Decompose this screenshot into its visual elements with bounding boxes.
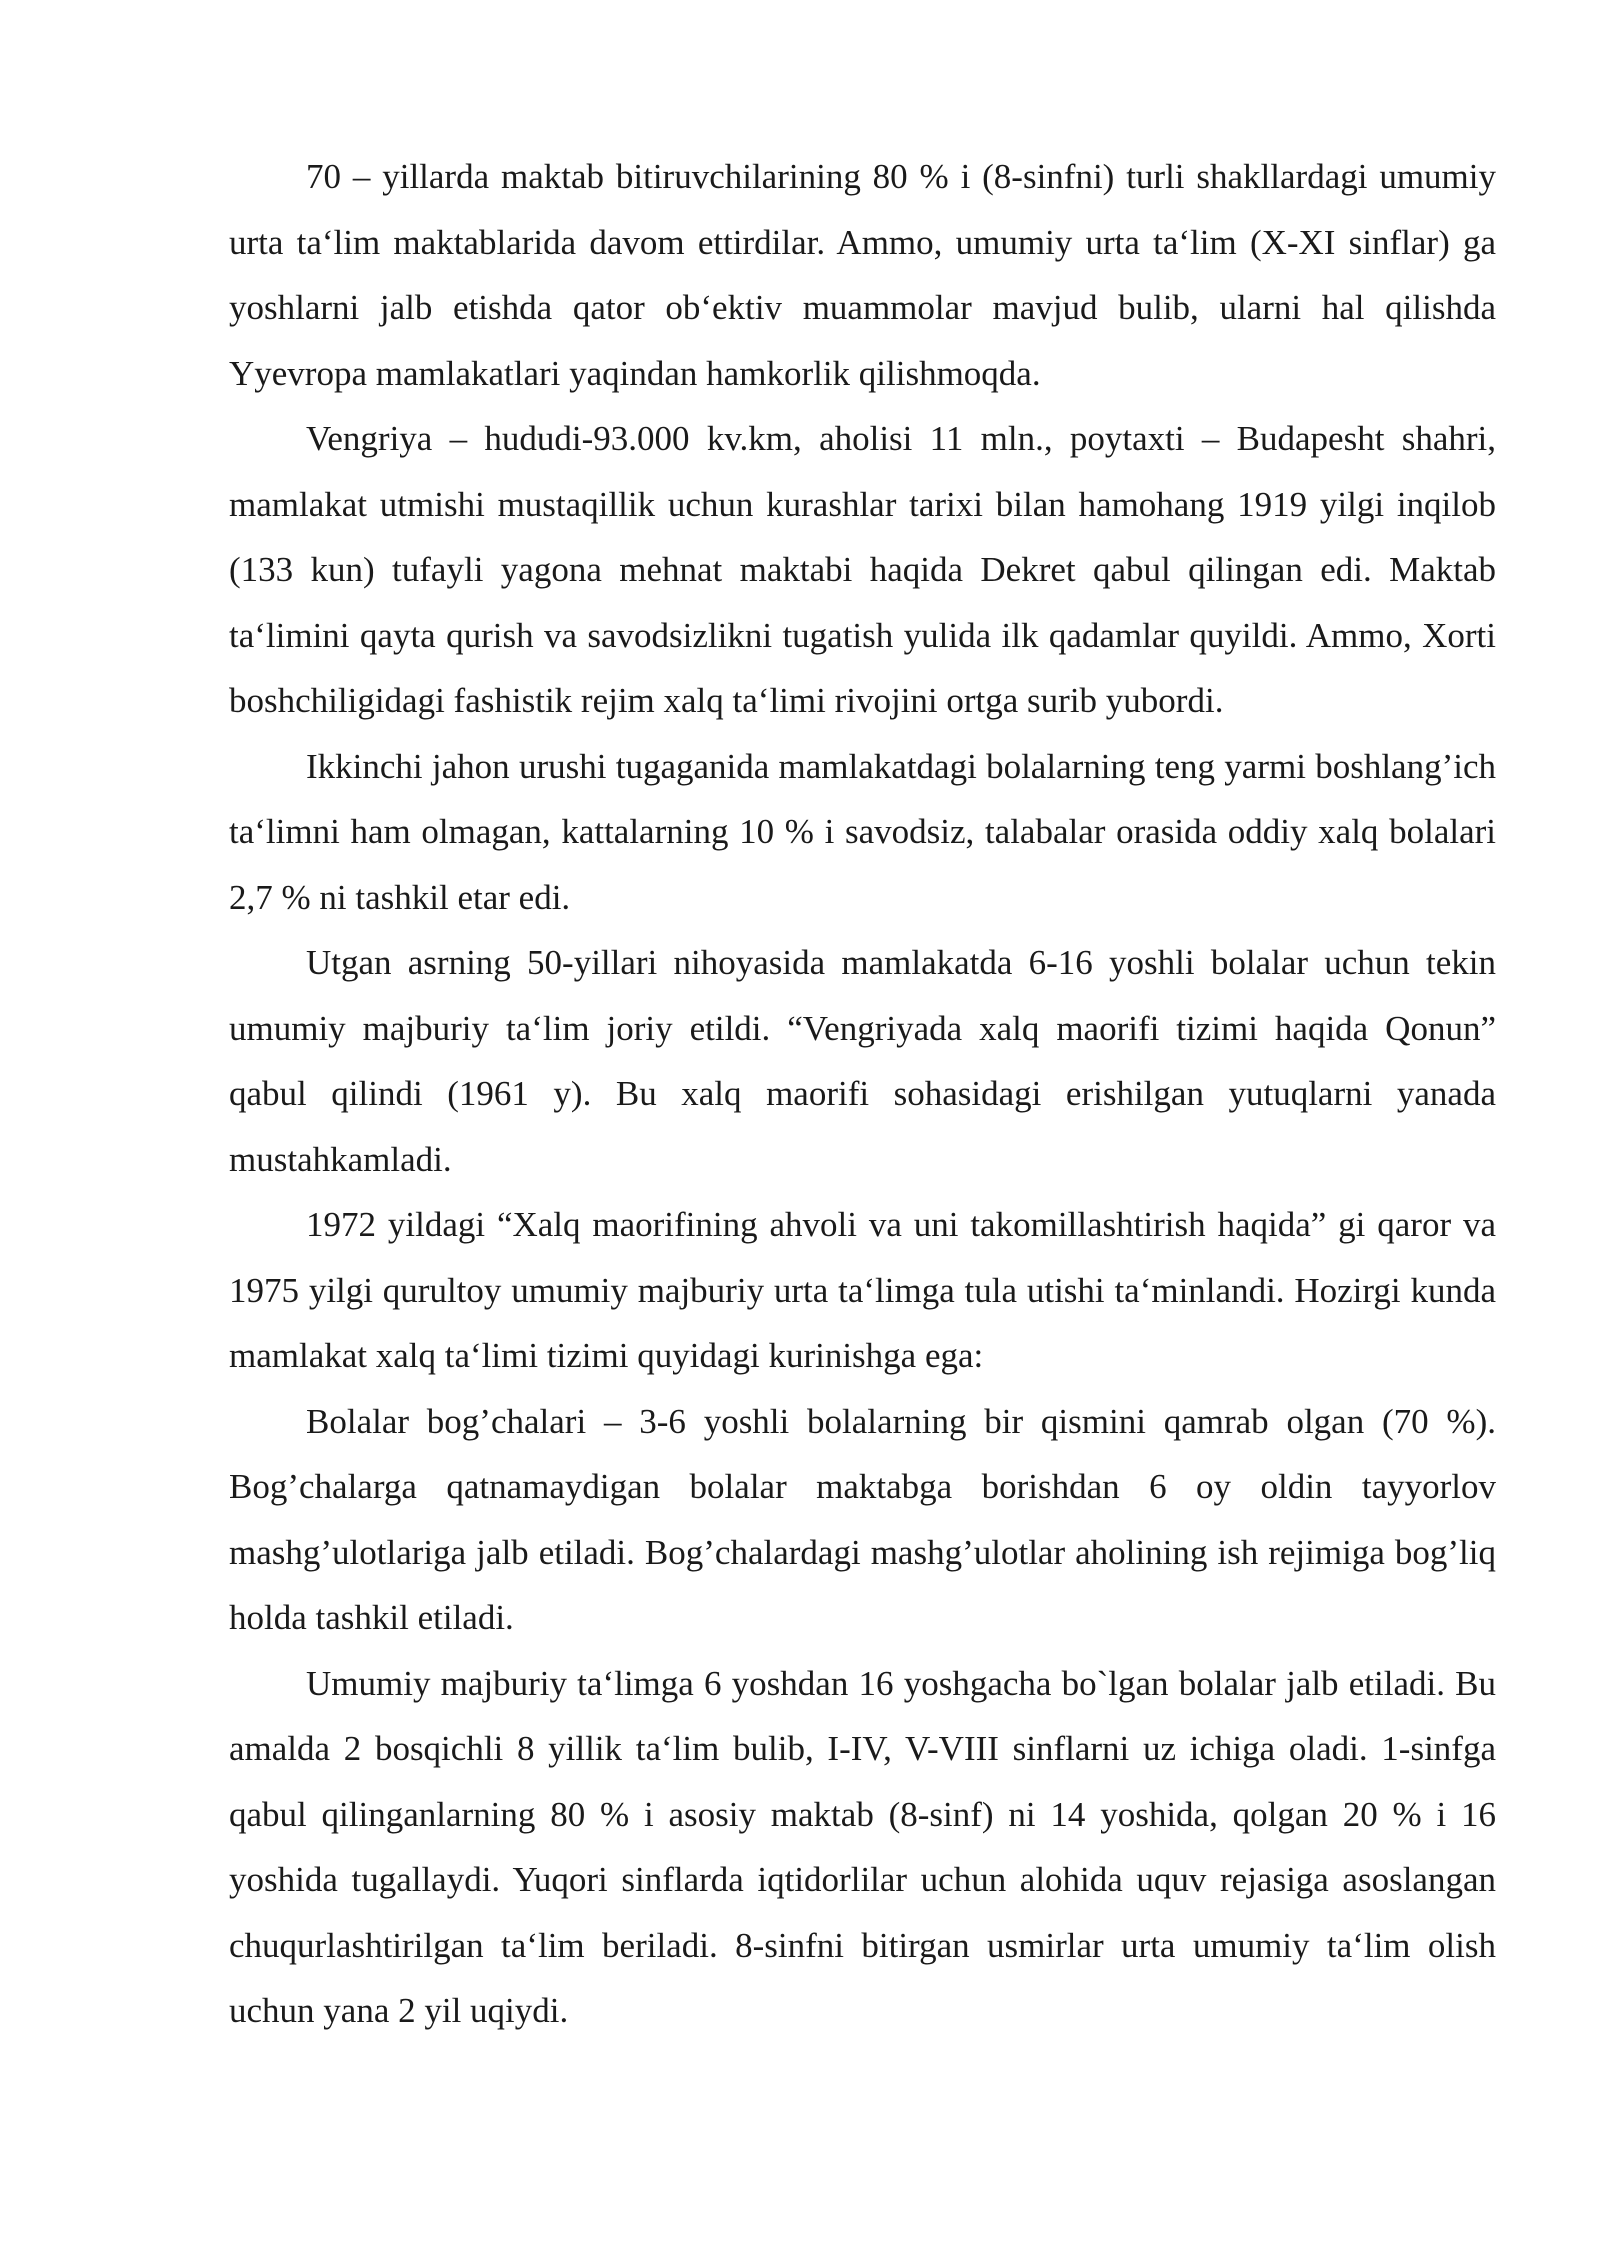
paragraph-4: Utgan asrning 50-yillari nihoyasida mamlakatda 6-16 yoshli bolalar uchun tekin umumiy majburiy ta‘lim joriy etildi. “Vengriyada xalq maorifi tizimi haqida Qonun” qabul qilindi (1961 y). Bu xalq maorifi sohasidagi erishilgan yutuqlarni yanada mustahkamladi.	[229, 943, 1496, 1179]
paragraph-6: Bolalar bog’chalari – 3-6 yoshli bolalarning bir qismini qamrab olgan (70 %). Bog’chalarga qatnamaydigan bolalar maktabga borishdan 6 oy oldin tayyorlov mashg’ulotlariga jalb etiladi. Bog’chalardagi mashg’ulotlar aholining ish rejimiga bog’liq holda tashkil etiladi.	[229, 1401, 1496, 1637]
paragraph-5: 1972 yildagi “Xalq maorifining ahvoli va uni takomillashtirish haqida” gi qaror va 1975 yilgi qurultoy umumiy majburiy urta ta‘limga tula utishi ta‘minlandi. Hozirgi kunda mamlakat xalq ta‘limi tizimi quyidagi kurinishga ega:	[229, 1205, 1496, 1375]
paragraph-2: Vengriya – hududi-93.000 kv.km, aholisi 11 mln., poytaxti – Budapesht shahri, mamlakat utmishi mustaqillik uchun kurashlar tarixi bilan hamohang 1919 yilgi inqilob (133 kun) tufayli yagona mehnat maktabi haqida Dekret qabul qilingan edi. Maktab ta‘limini qayta qurish va savodsizlikni tugatish yulida ilk qadamlar quyildi. Ammo, Xorti boshchiligidagi fashistik rejim xalq ta‘limi rivojini ortga surib yubordi.	[229, 419, 1496, 720]
paragraph-1: 70 – yillarda maktab bitiruvchilarining 80 % i (8-sinfni) turli shakllardagi umumiy urta ta‘lim maktablarida davom ettirdilar. Ammo, umumiy urta ta‘lim (X-XI sinflar) ga yoshlarni jalb etishda qator ob‘ektiv muammolar mavjud bulib, ularni hal qilishda Yyevropa mamlakatlari yaqindan hamkorlik qilishmoqda.	[229, 157, 1496, 393]
document-page	[229, 144, 1496, 2044]
paragraph-7: Umumiy majburiy ta‘limga 6 yoshdan 16 yoshgacha bo`lgan bolalar jalb etiladi. Bu amalda 2 bosqichli 8 yillik ta‘lim bulib, I-IV, V-VIII sinflarni uz ichiga oladi. 1-sinfga qabul qilinganlarning 80 % i asosiy maktab (8-sinf) ni 14 yoshida, qolgan 20 % i 16 yoshida tugallaydi. Yuqori sinflarda iqtidorlilar uchun alohida uquv rejasiga asoslangan chuqurlashtirilgan ta‘lim beriladi. 8-sinfni bitirgan usmirlar urta umumiy ta‘lim olish uchun yana 2 yil uqiydi.	[229, 1663, 1496, 2030]
paragraph-3: Ikkinchi jahon urushi tugaganida mamlakatdagi bolalarning teng yarmi boshlang’ich ta‘limni ham olmagan, kattalarning 10 % i savodsiz, talabalar orasida oddiy xalq bolalari 2,7 % ni tashkil etar edi.	[229, 746, 1496, 917]
